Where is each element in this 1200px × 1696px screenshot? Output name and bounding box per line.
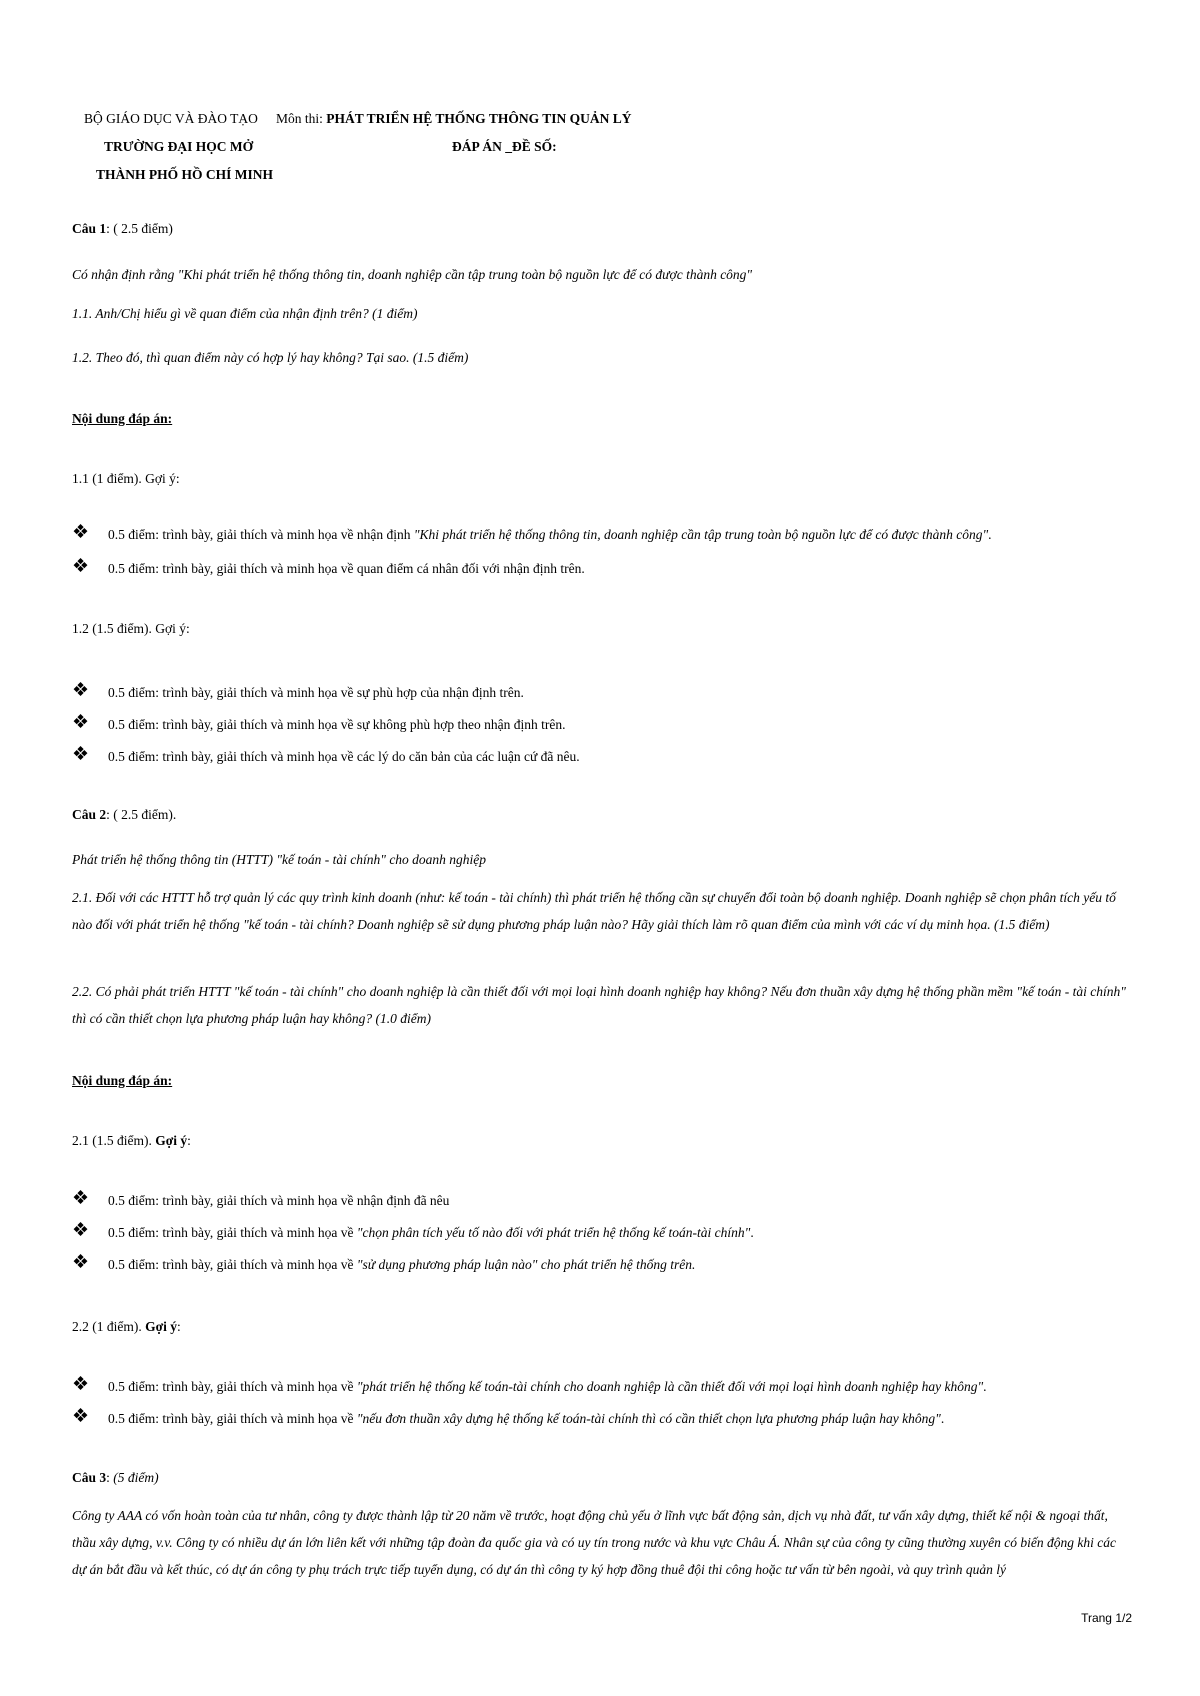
list-item-text [108, 1408, 944, 1430]
header-subject [276, 110, 631, 128]
q3-label: Câu 3 [72, 1470, 107, 1485]
q1-points: : ( 2.5 điểm) [106, 221, 173, 236]
text-plain: 0.5 điểm: trình bày, giải thích và minh họa về [108, 1225, 357, 1240]
diamond-bullet-icon: ❖ [72, 556, 90, 577]
q2-a2-heading [72, 1318, 181, 1336]
subject-label: Môn thi: [276, 111, 323, 126]
q2-title [72, 806, 176, 824]
list-item-text: 0.5 điểm: trình bày, giải thích và minh họa về sự không phù hợp theo nhận định trên. [108, 717, 566, 732]
text-italic: "phát triển hệ thống kế toán-tài chính cho doanh nghiệp là cần thiết đối với mọi loại hình doanh nghiệp hay không" [356, 1379, 984, 1394]
diamond-bullet-icon: ❖ [72, 1220, 90, 1241]
heading-bold: Gợi ý [145, 1319, 177, 1334]
ministry-name: BỘ GIÁO DỤC VÀ ĐÀO TẠO [84, 111, 258, 126]
text-plain: 0.5 điểm: trình bày, giải thích và minh họa về [108, 1379, 357, 1394]
q1-sub2: 1.2. Theo đó, thì quan điểm này có hợp lý hay không? Tại sao. (1.5 điểm) [72, 350, 469, 365]
list-item-text [108, 1222, 754, 1244]
q3-points: (5 điểm) [113, 1470, 159, 1485]
list-item-text [108, 1376, 987, 1398]
q1-title [72, 220, 173, 238]
q1-a2-heading: 1.2 (1.5 điểm). Gợi ý: [72, 621, 190, 636]
heading-bold: Gợi ý [155, 1133, 188, 1148]
page-number: Trang 1/2 [1081, 1611, 1132, 1625]
q2-label: Câu 2 [72, 807, 107, 822]
q1-a1-heading: 1.1 (1 điểm). Gợi ý: [72, 471, 180, 486]
diamond-bullet-icon: ❖ [72, 1374, 90, 1395]
heading-end: : [176, 1319, 181, 1334]
list-item-text: 0.5 điểm: trình bày, giải thích và minh họa về sự phù hợp của nhận định trên. [108, 685, 524, 700]
header-ministry [84, 110, 258, 128]
subject-title: PHÁT TRIỂN HỆ THỐNG THÔNG TIN QUẢN LÝ [326, 111, 632, 126]
q2-sub2: 2.2. Có phải phát triển HTTT "kế toán - tài chính" cho doanh nghiệp là cần thiết đối với mọi loại hình doanh nghiệp hay không? Nếu đơn thuần xây dựng hệ thống phần mềm "kế toán - tài chính" thì có cần thiết chọn lựa phương pháp luận hay không? (1.0 điểm) [72, 984, 1126, 1026]
heading-plain: 2.1 (1.5 điểm). [72, 1133, 156, 1148]
heading-plain: 2.2 (1 điểm). [72, 1319, 146, 1334]
text-italic: "Khi phát triển hệ thống thông tin, doanh nghiệp cần tập trung toàn bộ nguồn lực để có được thành công" [413, 527, 989, 542]
q2-sub1: 2.1. Đối với các HTTT hỗ trợ quản lý các quy trình kinh doanh (như: kế toán - tài chính) thì phát triển hệ thống cần sự chuyển đổi toàn bộ doanh nghiệp. Doanh nghiệp sẽ chọn phân tích yếu tố nào đối với phát triển hệ thống "kế toán - tài chính? Doanh nghiệp sẽ sử dụng phương pháp luận nào? Hãy giải thích làm rõ quan điểm của mình với các ví dụ minh họa. (1.5 điểm) [72, 890, 1116, 932]
diamond-bullet-icon: ❖ [72, 522, 90, 543]
q3-statement: Công ty AAA có vốn hoàn toàn của tư nhân, công ty được thành lập từ 20 năm về trước, hoạt động chủ yếu ở lĩnh vực bất động sản, dịch vụ nhà đất, tư vấn xây dựng, thiết kế nội & ngoại thất, thầu xây dựng, v.v. Công ty có nhiều dự án lớn liên kết với những tập đoàn đa quốc gia và có uy tín trong nước và khu vực Châu Á. Nhân sự của công ty cũng thường xuyên có biến động khi các dự án bắt đầu và kết thúc, có dự án công ty phụ trách trực tiếp tuyển dụng, có dự án thì công ty ký hợp đồng thuê đội thi công hoặc tư vấn từ bên ngoài, và quy trình quản lý [72, 1508, 1117, 1577]
heading-end: : [187, 1133, 191, 1148]
text-end: . [988, 527, 992, 542]
q2-answer-heading: Nội dung đáp án: [72, 1073, 173, 1088]
q1-sub1: 1.1. Anh/Chị hiểu gì về quan điểm của nhận định trên? (1 điểm) [72, 306, 418, 321]
q3-title [72, 1469, 159, 1487]
q2-points: : ( 2.5 điểm). [106, 807, 177, 822]
diamond-bullet-icon: ❖ [72, 680, 90, 701]
list-item-text: 0.5 điểm: trình bày, giải thích và minh họa về quan điểm cá nhân đối với nhận định trên. [108, 561, 585, 576]
text-plain: 0.5 điểm: trình bày, giải thích và minh họa về nhận định [108, 527, 414, 542]
text-end: . [983, 1379, 987, 1394]
list-item-text: 0.5 điểm: trình bày, giải thích và minh họa về các lý do căn bản của các luận cứ đã nêu. [108, 749, 580, 764]
q1-statement: Có nhận định rằng "Khi phát triển hệ thống thông tin, doanh nghiệp cần tập trung toàn bộ nguồn lực để có được thành công" [72, 267, 753, 282]
diamond-bullet-icon: ❖ [72, 712, 90, 733]
diamond-bullet-icon: ❖ [72, 744, 90, 765]
q2-statement: Phát triển hệ thống thông tin (HTTT) "kế toán - tài chính" cho doanh nghiệp [72, 852, 487, 867]
diamond-bullet-icon: ❖ [72, 1406, 90, 1427]
text-italic: "chọn phân tích yếu tố nào đối với phát triển hệ thống kế toán-tài chính" [356, 1225, 751, 1240]
diamond-bullet-icon: ❖ [72, 1252, 90, 1273]
text-end: . [940, 1411, 945, 1426]
q2-a1-heading [72, 1132, 191, 1150]
list-item-text [108, 1254, 695, 1276]
diamond-bullet-icon: ❖ [72, 1188, 90, 1209]
header-answer-key: ĐÁP ÁN _ĐỀ SỐ: [452, 139, 557, 154]
list-item-text: 0.5 điểm: trình bày, giải thích và minh họa về nhận định đã nêu [108, 1193, 450, 1208]
q3-sep: : [106, 1470, 114, 1485]
header-city: THÀNH PHỐ HỒ CHÍ MINH [96, 167, 274, 182]
list-item-text [108, 524, 992, 546]
q1-answer-heading: Nội dung đáp án: [72, 411, 173, 426]
text-italic: "nếu đơn thuần xây dựng hệ thống kế toán-tài chính thì có cần thiết chọn lựa phương pháp luận hay không" [356, 1411, 941, 1426]
text-end: . [750, 1225, 754, 1240]
q1-label: Câu 1 [72, 221, 107, 236]
header-university: TRƯỜNG ĐẠI HỌC MỞ [104, 139, 254, 154]
text-italic: "sử dụng phương pháp luận nào" cho phát triển hệ thống trên. [356, 1257, 696, 1272]
text-plain: 0.5 điểm: trình bày, giải thích và minh họa về [108, 1411, 357, 1426]
text-plain: 0.5 điểm: trình bày, giải thích và minh họa về [108, 1257, 357, 1272]
